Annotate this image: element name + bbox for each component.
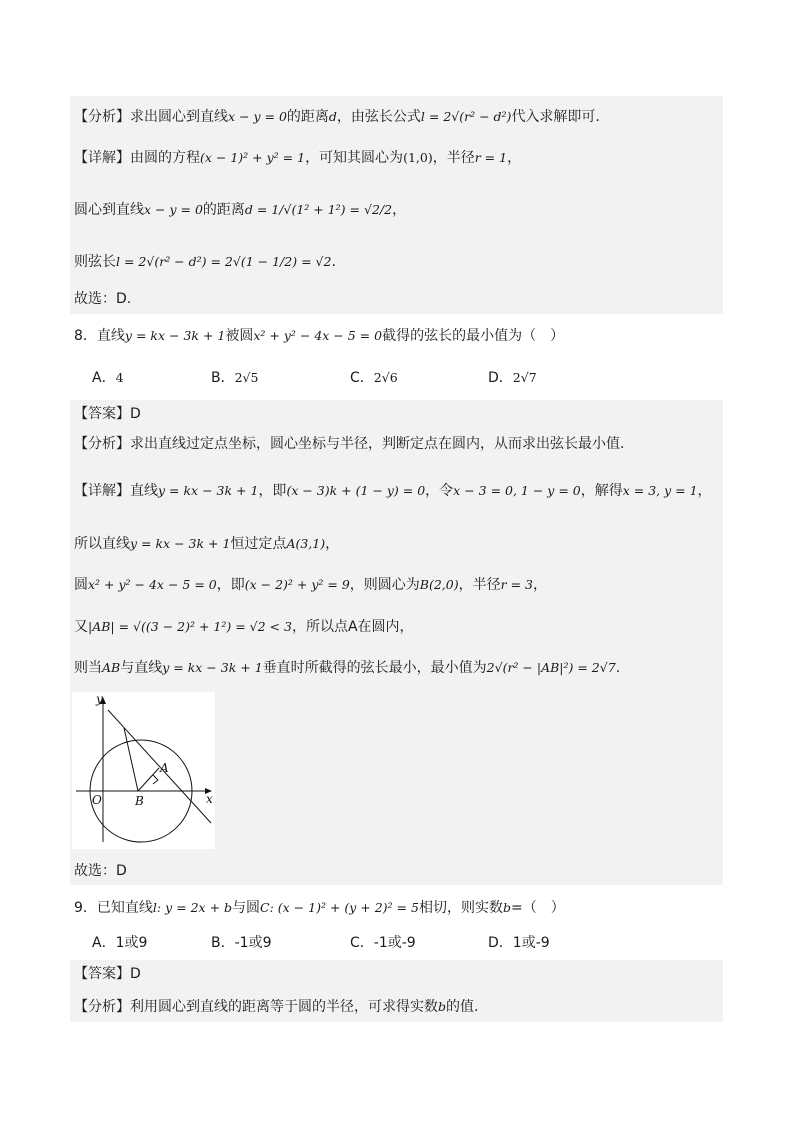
math-chord-formula: l = 2√(r² − d²) bbox=[420, 109, 512, 124]
q8-min-chord: 则当AB与直线y = kx − 3k + 1垂直时所截得的弦长最小，最小值为2√(r² − |AB|²) = 2√7. bbox=[74, 660, 621, 676]
q8-option-b[interactable]: B．2√5 bbox=[211, 370, 259, 386]
q7-chord: 则弦长l = 2√(r² − d²) = 2√(1 − 1/2) = √2. bbox=[74, 254, 336, 270]
math-line: x − y = 0 bbox=[228, 109, 287, 124]
q9-option-d[interactable]: D．1或-9 bbox=[488, 935, 550, 951]
q8-answer: 【答案】D bbox=[74, 406, 141, 422]
question-number: 8． bbox=[74, 328, 97, 344]
label-x: x bbox=[206, 792, 213, 806]
analysis-tag: 【分析】 bbox=[74, 109, 130, 125]
math-system: x − 3 = 0, 1 − y = 0 bbox=[453, 483, 581, 498]
label-o: O bbox=[92, 793, 102, 807]
math-center: (1,0) bbox=[403, 150, 433, 165]
q9-option-a[interactable]: A．1或9 bbox=[92, 935, 148, 951]
diagram-background bbox=[72, 692, 215, 849]
q9-option-b[interactable]: B．-1或9 bbox=[211, 935, 272, 951]
label-y: y bbox=[96, 692, 103, 706]
math-solution: x = 3, y = 1 bbox=[622, 483, 698, 498]
math-circle: x² + y² − 4x − 5 = 0 bbox=[253, 328, 383, 343]
q7-detail: 【详解】由圆的方程(x − 1)² + y² = 1，可知其圆心为(1,0)，半径r = 1， bbox=[74, 150, 522, 166]
question-number: 9． bbox=[74, 900, 97, 916]
math-radius: r = 1 bbox=[474, 150, 508, 165]
label-a: A bbox=[160, 761, 169, 775]
q8-choice: 故选：D bbox=[74, 863, 127, 879]
detail-tag: 【详解】 bbox=[74, 150, 130, 166]
q9-analysis: 【分析】利用圆心到直线的距离等于圆的半径，可求得实数b的值. bbox=[74, 999, 479, 1015]
math-line: x − y = 0 bbox=[144, 202, 203, 217]
q8-option-d[interactable]: D．2√7 bbox=[488, 370, 537, 386]
q8-circle-center: 圆x² + y² − 4x − 5 = 0，即(x − 2)² + y² = 9，则圆心为B(2,0)，半径r = 3， bbox=[74, 577, 547, 593]
q9-answer: 【答案】D bbox=[74, 966, 141, 982]
math-d: d bbox=[328, 109, 337, 124]
q8-detail: 【详解】直线y = kx − 3k + 1，即(x − 3)k + (1 − y) = 0，令x − 3 = 0, 1 − y = 0，解得x = 3, y = 1， bbox=[74, 483, 712, 499]
math-line: y = kx − 3k + 1 bbox=[124, 328, 226, 343]
math-distance: d = 1/√(1² + 1²) = √2/2 bbox=[244, 202, 393, 217]
q9-option-c[interactable]: C．-1或-9 bbox=[350, 935, 416, 951]
q8-option-a[interactable]: A．4 bbox=[92, 370, 124, 386]
analysis-tag: 【分析】 bbox=[74, 999, 130, 1015]
label-b: B bbox=[135, 794, 144, 808]
math-circle-eq: (x − 1)² + y² = 1 bbox=[200, 150, 306, 165]
q8-option-c[interactable]: C．2√6 bbox=[350, 370, 398, 386]
q7-distance: 圆心到直线x − y = 0的距离d = 1/√(1² + 1²) = √2/2， bbox=[74, 202, 407, 218]
circle-line-diagram bbox=[72, 692, 215, 849]
detail-tag: 【详解】 bbox=[74, 483, 130, 499]
q7-choice: 故选：D. bbox=[74, 291, 132, 307]
q8-analysis: 【分析】求出直线过定点坐标，圆心坐标与半径，判断定点在圆内，从而求出弦长最小值. bbox=[74, 436, 625, 452]
math-chord-value: l = 2√(r² − d²) = 2√(1 − 1/2) = √2 bbox=[116, 254, 332, 269]
q8-fixed-point: 所以直线y = kx − 3k + 1恒过定点A(3,1)， bbox=[74, 536, 340, 552]
analysis-tag: 【分析】 bbox=[74, 436, 130, 452]
q8-ab-length: 又|AB| = √((3 − 2)² + 1²) = √2 < 3，所以点A在圆内， bbox=[74, 619, 414, 635]
q8-question: 8．直线y = kx − 3k + 1被圆x² + y² − 4x − 5 = 0截得的弦长的最小值为（ ） bbox=[74, 328, 565, 344]
q7-analysis: 【分析】求出圆心到直线x − y = 0的距离d，由弦长公式l = 2√(r² − d²)代入求解即可. bbox=[74, 109, 600, 125]
q9-question: 9．已知直线l: y = 2x + b与圆C: (x − 1)² + (y + 2)² = 5相切，则实数b=（ ） bbox=[74, 900, 565, 916]
